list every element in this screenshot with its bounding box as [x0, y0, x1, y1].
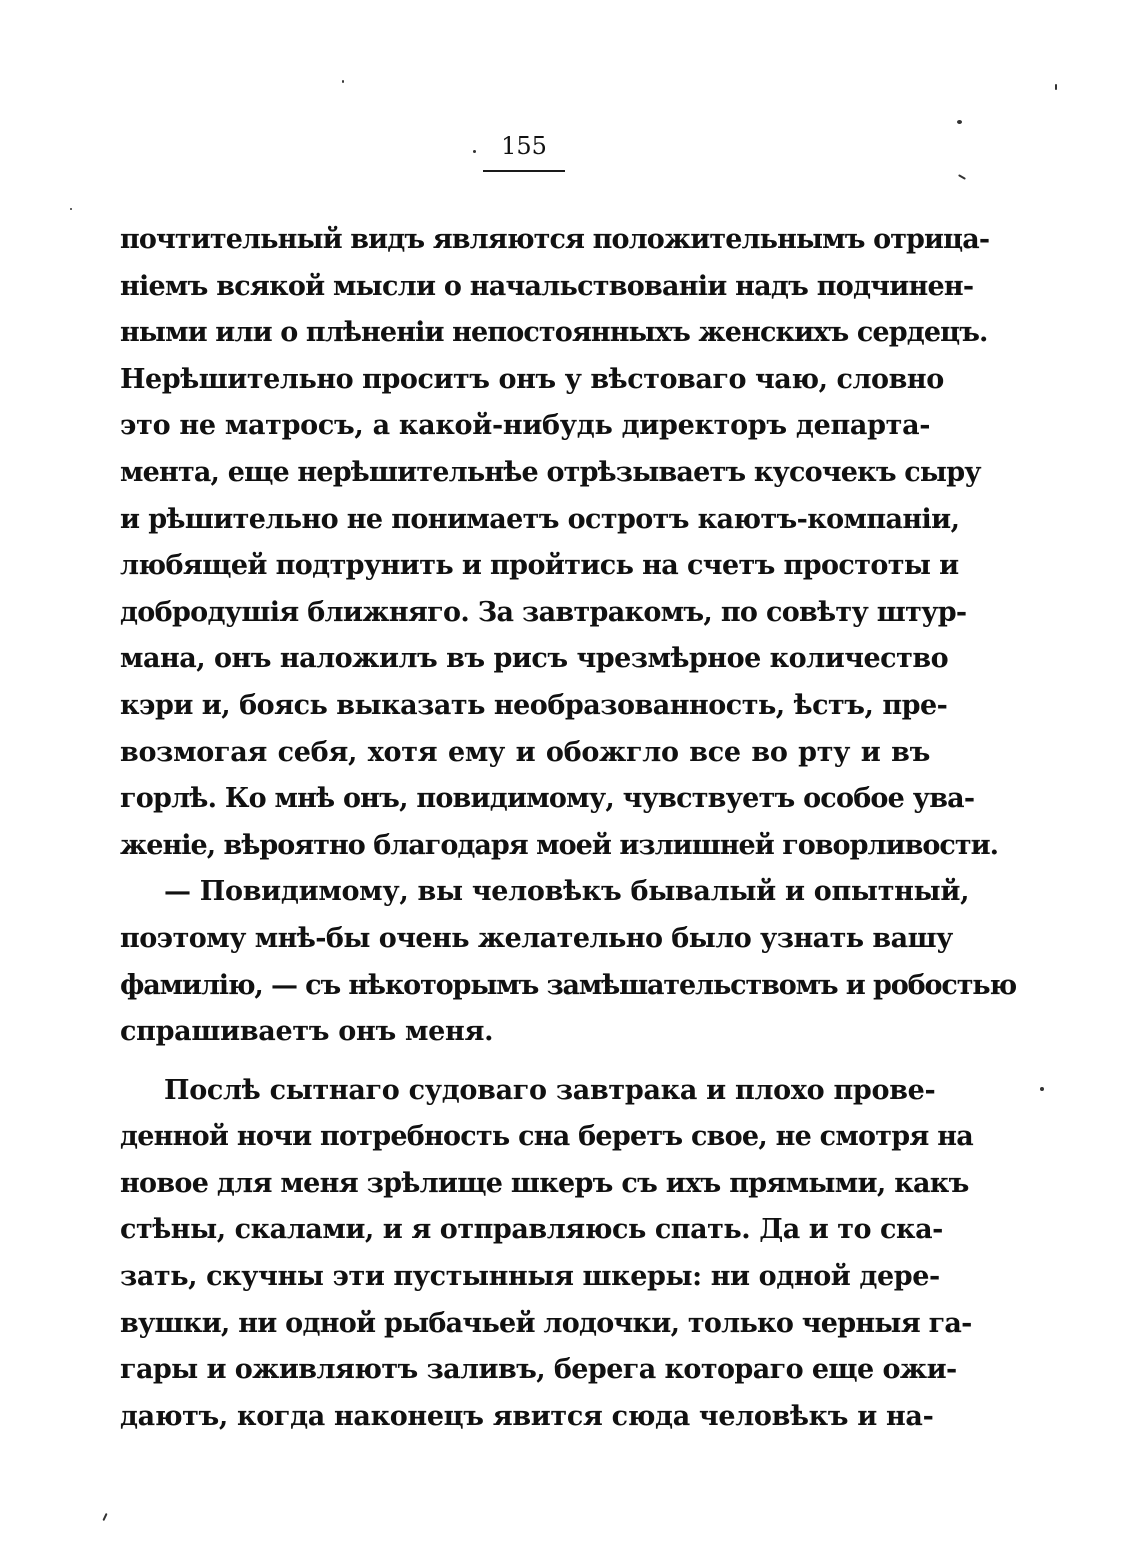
text-line: зать, скучны эти пустынныя шкеры: ни одной дере-	[120, 1261, 940, 1293]
text-line: вушки, ни одной рыбачьей лодочки, только черныя га-	[120, 1307, 972, 1339]
page-number-rule	[483, 170, 565, 172]
paragraph-3	[120, 1068, 936, 1115]
text-line: фамилію, — съ нѣкоторымъ замѣшательствомъ и робостью	[120, 969, 1017, 1001]
text-line: любящей подтрунить и пройтись на счетъ простоты и	[120, 550, 959, 582]
text-line: ными или о плѣненіи непостоянныхъ женскихъ сердецъ.	[120, 317, 988, 349]
page-number: 155	[501, 132, 547, 160]
text-line: Нерѣшительно проситъ онъ у вѣстоваго чаю, словно	[120, 363, 944, 395]
text-line: возмогая себя, хотя ему и обожгло все во рту и въ	[120, 736, 930, 768]
scan-speck	[70, 208, 72, 210]
text-line: — Повидимому, вы человѣкъ бывалый и опытный,	[164, 876, 970, 908]
scan-speck	[958, 174, 966, 180]
text-line: денной ночи потребность сна беретъ свое, не смотря на	[120, 1121, 973, 1153]
scan-speck	[1055, 84, 1057, 90]
scan-speck	[473, 150, 476, 153]
text-line: спрашиваетъ онъ меня.	[120, 1016, 494, 1048]
text-line: это не матросъ, а какой-нибудь директоръ департа-	[120, 410, 931, 442]
scan-speck	[957, 120, 962, 124]
paragraph-1	[120, 217, 999, 869]
text-line: кэри и, боясь выказать необразованность, ѣстъ, пре-	[120, 689, 948, 721]
text-line: почтительный видъ являются положительнымъ отрица-	[120, 224, 990, 255]
text-line: женіе, вѣроятно благодаря моей излишней говорливости.	[120, 829, 999, 861]
text-line: стѣны, скалами, и я отправляюсь спать. Да и то ска-	[120, 1214, 943, 1246]
text-line: новое для меня зрѣлище шкеръ съ ихъ прямыми, какъ	[120, 1167, 969, 1199]
scan-speck	[342, 80, 344, 83]
text-line: мента, еще нерѣшительнѣе отрѣзываетъ кусочекъ сыру	[120, 456, 981, 488]
text-line: мана, онъ наложилъ въ рисъ чрезмѣрное количество	[120, 643, 949, 675]
text-line: добродушія ближняго. За завтракомъ, по совѣту штур-	[120, 596, 967, 628]
paragraph-3-continued	[120, 1114, 973, 1440]
body-text	[120, 217, 1017, 1440]
text-line: горлѣ. Ко мнѣ онъ, повидимому, чувствуетъ особое ува-	[120, 783, 975, 815]
paragraph-gap	[120, 1056, 930, 1068]
text-line: Послѣ сытнаго судоваго завтрака и плохо прове-	[164, 1074, 936, 1106]
scan-speck	[102, 1513, 107, 1521]
text-line: поэтому мнѣ-бы очень желательно было узнать вашу	[120, 922, 953, 954]
text-line: даютъ, когда наконецъ явится сюда человѣкъ и на-	[120, 1400, 934, 1432]
text-line: гары и оживляютъ заливъ, берега котораго еще ожи-	[120, 1354, 957, 1386]
paragraph-2-continued	[120, 916, 1017, 1056]
paragraph-2	[120, 869, 970, 916]
scan-speck	[1040, 1087, 1044, 1091]
text-line: ніемъ всякой мысли о начальствованіи надъ подчинен-	[120, 270, 974, 302]
text-line: и рѣшительно не понимаетъ остротъ каютъ-компаніи,	[120, 503, 960, 535]
